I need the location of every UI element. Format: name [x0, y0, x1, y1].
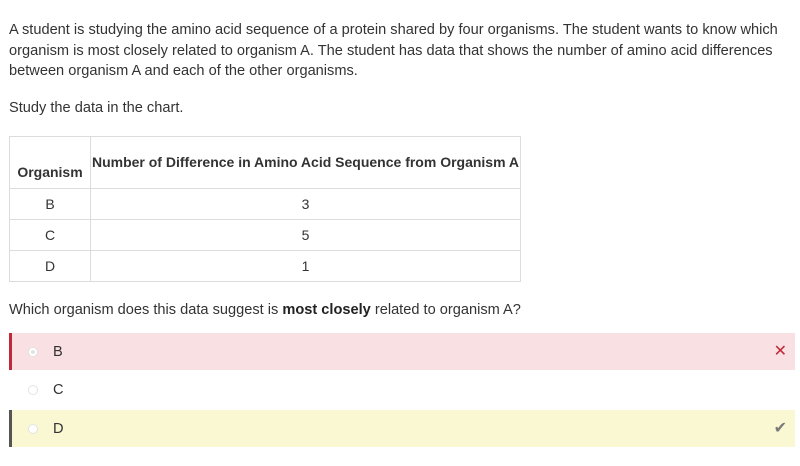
question-prompt-before: Which organism does this data suggest is — [9, 302, 283, 318]
radio-button[interactable] — [28, 385, 38, 395]
radio-button[interactable] — [28, 424, 38, 434]
cell-differences: 3 — [91, 189, 521, 220]
answer-label: B — [53, 343, 63, 360]
close-icon: ✕ — [773, 342, 787, 360]
table-row — [10, 220, 521, 251]
study-prompt: Study the data in the chart. — [9, 100, 184, 116]
cell-differences: 1 — [91, 251, 521, 282]
answer-option-c[interactable] — [9, 371, 795, 408]
data-table — [9, 136, 521, 282]
column-header-organism: Organism — [10, 137, 91, 189]
radio-button[interactable] — [28, 347, 38, 357]
question-prompt-after: related to organism A? — [370, 302, 521, 318]
cell-organism: C — [10, 220, 91, 251]
cell-differences: 5 — [91, 220, 521, 251]
table-row — [10, 251, 521, 282]
answer-label: D — [53, 420, 64, 437]
cell-organism: B — [10, 189, 91, 220]
question-prompt — [9, 302, 521, 318]
answer-option-b[interactable] — [9, 333, 795, 370]
answer-option-d[interactable] — [9, 410, 795, 447]
question-prompt-emphasis: most closely — [282, 302, 371, 318]
column-header-differences: Number of Difference in Amino Acid Sequence from Organism A — [91, 137, 521, 189]
table-header-row — [10, 137, 521, 189]
answer-label: C — [53, 381, 64, 398]
check-icon: ✔ — [773, 419, 787, 437]
question-intro: A student is studying the amino acid sequence of a protein shared by four organisms. The student wants to know which organism is most closely related to organism A. The student has data that shows the number of amino acid differences between organism A and each of the other organisms. — [9, 22, 778, 79]
table-row — [10, 189, 521, 220]
cell-organism: D — [10, 251, 91, 282]
